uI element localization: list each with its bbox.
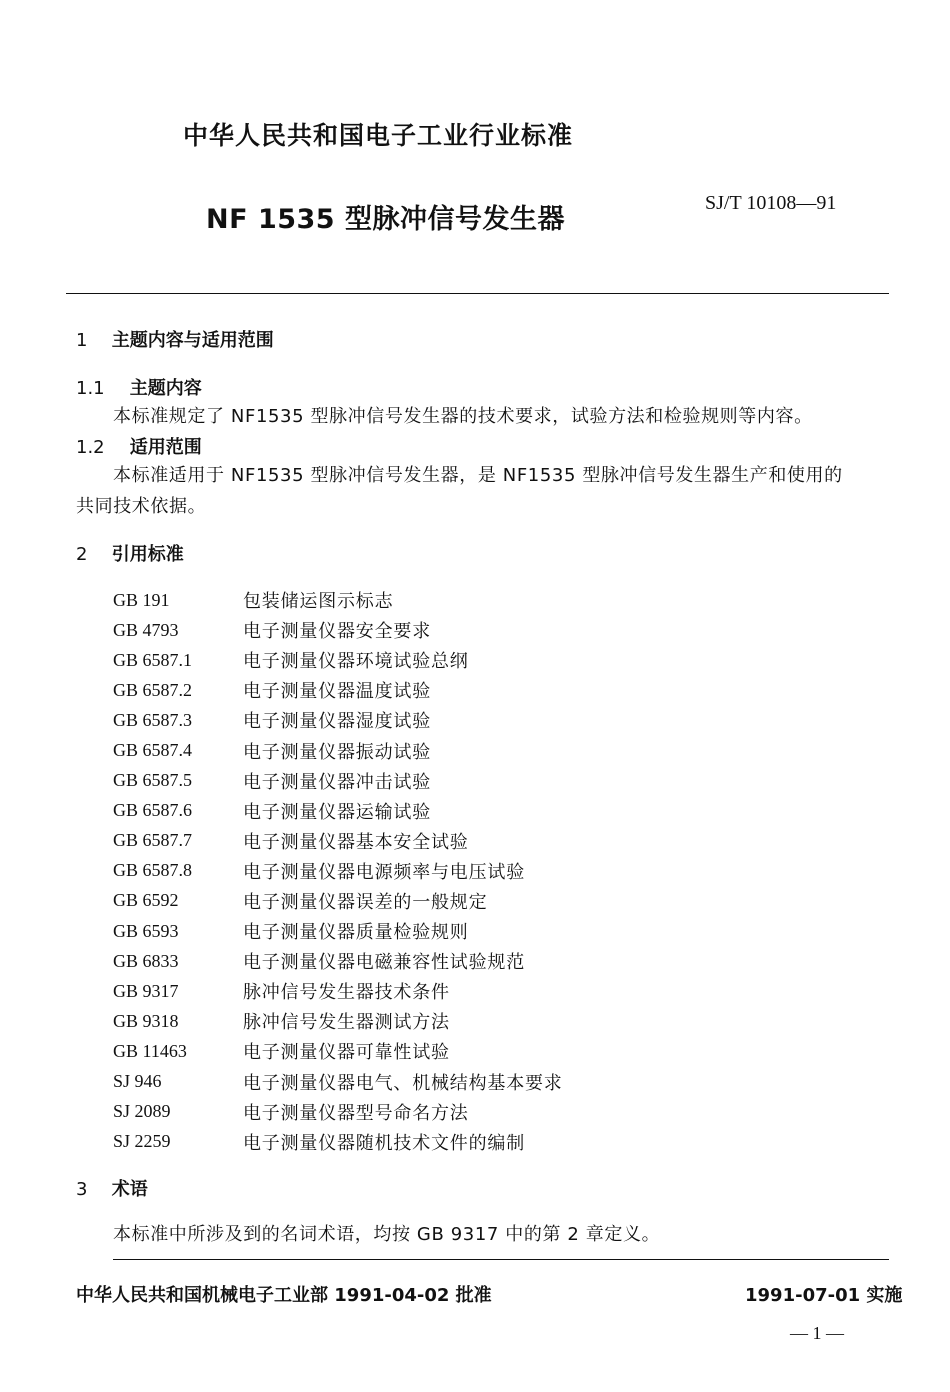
section-number: 1.2 <box>76 437 105 458</box>
section-1-1-heading <box>76 374 202 400</box>
reference-title: 电子测量仪器电磁兼容性试验规范 <box>243 952 525 974</box>
reference-code: GB 9318 <box>113 1010 179 1031</box>
reference-code: GB 6587.7 <box>113 830 193 851</box>
section-number: 1.1 <box>76 378 105 399</box>
reference-title: 电子测量仪器电源频率与电压试验 <box>243 861 525 883</box>
page-number: — 1 — <box>790 1323 844 1343</box>
reference-title: 电子测量仪器湿度试验 <box>243 711 431 733</box>
footer-divider <box>113 1259 889 1260</box>
approval-note: 中华人民共和国机械电子工业部 1991-04-02 批准 <box>76 1285 492 1306</box>
reference-code: GB 6587.6 <box>113 800 193 821</box>
reference-row <box>113 946 563 976</box>
section-1-2-heading <box>76 433 202 459</box>
standard-code: SJ/T 10108—91 <box>705 192 837 214</box>
reference-title: 电子测量仪器环境试验总纲 <box>243 651 469 673</box>
reference-row <box>113 645 563 675</box>
reference-title: 电子测量仪器型号命名方法 <box>243 1102 469 1124</box>
reference-title: 电子测量仪器基本安全试验 <box>243 831 469 853</box>
section-number: 3 <box>76 1179 88 1200</box>
section-1-1-text: 本标准规定了 NF1535 型脉冲信号发生器的技术要求，试验方法和检验规则等内容。 <box>113 406 813 427</box>
reference-title: 电子测量仪器温度试验 <box>243 681 431 703</box>
issuing-organization: 中华人民共和国电子工业行业标准 <box>183 121 574 150</box>
reference-row <box>113 1127 563 1157</box>
section-1-heading <box>76 326 274 352</box>
reference-title: 脉冲信号发生器技术条件 <box>243 982 450 1004</box>
section-title: 主题内容 <box>129 378 202 399</box>
document-title: NF 1535 型脉冲信号发生器 <box>206 204 565 235</box>
reference-title: 电子测量仪器误差的一般规定 <box>243 891 488 913</box>
reference-code: GB 6587.8 <box>113 860 193 881</box>
reference-row <box>113 1067 563 1097</box>
reference-title: 电子测量仪器电气、机械结构基本要求 <box>243 1072 563 1094</box>
reference-row <box>113 675 563 705</box>
reference-row <box>113 1006 563 1036</box>
header-divider <box>66 293 889 294</box>
reference-title: 脉冲信号发生器测试方法 <box>243 1012 450 1034</box>
reference-code: GB 4793 <box>113 619 179 640</box>
section-3-text: 本标准中所涉及到的名词术语，均按 GB 9317 中的第 2 章定义。 <box>113 1224 661 1245</box>
section-1-2-text-line2: 共同技术依据。 <box>76 496 207 517</box>
reference-code: GB 6587.1 <box>113 649 193 670</box>
reference-code: GB 6587.2 <box>113 679 193 700</box>
reference-row <box>113 615 563 645</box>
reference-code: GB 11463 <box>113 1040 187 1061</box>
reference-code: GB 6592 <box>113 890 179 911</box>
reference-title: 电子测量仪器运输试验 <box>243 801 431 823</box>
reference-code: GB 6587.3 <box>113 709 193 730</box>
section-3-heading <box>76 1175 148 1201</box>
section-1-2-text-line1: 本标准适用于 NF1535 型脉冲信号发生器，是 NF1535 型脉冲信号发生器生产和使用的 <box>113 465 843 486</box>
reference-code: GB 6587.4 <box>113 740 193 761</box>
reference-code: GB 6833 <box>113 950 179 971</box>
reference-row <box>113 796 563 826</box>
reference-code: SJ 946 <box>113 1071 162 1092</box>
effective-date: 1991-07-01 实施 <box>745 1285 903 1306</box>
reference-code: GB 191 <box>113 589 170 610</box>
referenced-standards-list <box>113 585 563 1157</box>
reference-row <box>113 1097 563 1127</box>
section-title: 主题内容与适用范围 <box>111 330 274 351</box>
section-title: 术语 <box>111 1179 148 1200</box>
reference-row <box>113 976 563 1006</box>
reference-code: SJ 2089 <box>113 1101 171 1122</box>
reference-code: GB 6593 <box>113 920 179 941</box>
section-title: 引用标准 <box>111 544 184 565</box>
reference-row <box>113 735 563 765</box>
reference-row <box>113 856 563 886</box>
reference-title: 包装储运图示标志 <box>243 591 394 613</box>
section-number: 2 <box>76 544 88 565</box>
reference-title: 电子测量仪器质量检验规则 <box>243 922 469 944</box>
reference-code: SJ 2259 <box>113 1131 171 1152</box>
reference-title: 电子测量仪器安全要求 <box>243 621 431 643</box>
reference-row <box>113 886 563 916</box>
reference-row <box>113 826 563 856</box>
section-number: 1 <box>76 330 88 351</box>
reference-title: 电子测量仪器冲击试验 <box>243 771 431 793</box>
reference-row <box>113 916 563 946</box>
reference-row <box>113 766 563 796</box>
reference-title: 电子测量仪器可靠性试验 <box>243 1042 450 1064</box>
reference-title: 电子测量仪器振动试验 <box>243 741 431 763</box>
reference-code: GB 9317 <box>113 980 179 1001</box>
reference-code: GB 6587.5 <box>113 770 193 791</box>
reference-row <box>113 1036 563 1066</box>
reference-row <box>113 705 563 735</box>
section-2-heading <box>76 540 184 566</box>
reference-title: 电子测量仪器随机技术文件的编制 <box>243 1132 525 1154</box>
section-title: 适用范围 <box>129 437 202 458</box>
reference-row <box>113 585 563 615</box>
